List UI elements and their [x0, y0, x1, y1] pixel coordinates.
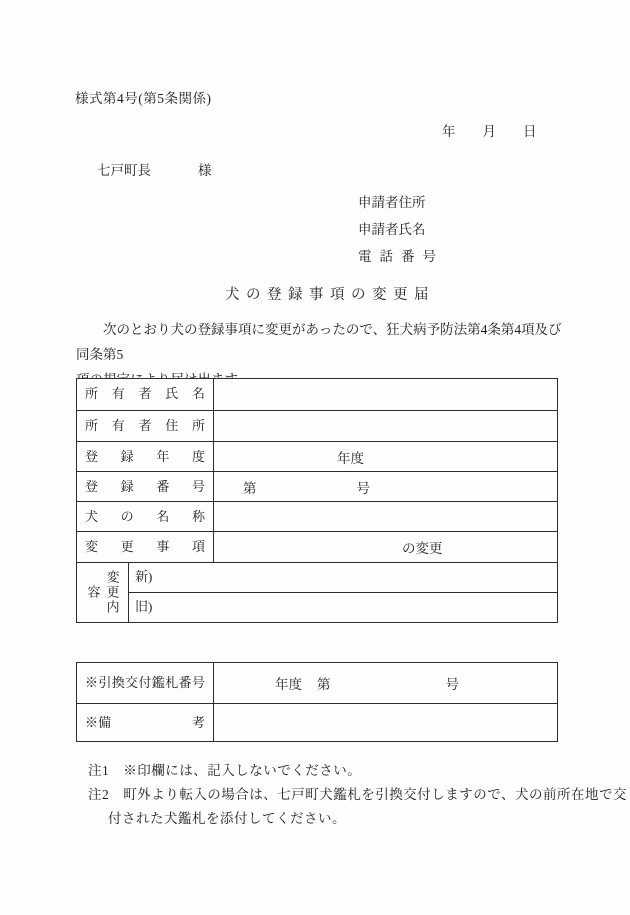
- remarks-field: [214, 704, 557, 741]
- applicant-phone-label: 電 話 番 号: [358, 249, 436, 264]
- addressee-honorific: 様: [198, 163, 212, 178]
- reg-number-prefix: 第: [243, 480, 257, 496]
- reg-number-label: 登 録 番 号: [77, 472, 214, 501]
- change-old-field: [129, 593, 557, 622]
- tag-number-year-unit: 年度: [275, 677, 302, 692]
- applicant-block: [358, 196, 436, 277]
- table-row-reg-number: [77, 471, 557, 501]
- tag-number-label: ※引換交付鑑札番号: [77, 663, 214, 703]
- applicant-address-label: 申請者住所: [358, 195, 426, 210]
- footnote-2-continued: 付された犬鑑札を添付してください。: [108, 811, 346, 826]
- owner-address-field: [214, 411, 557, 441]
- change-item-suffix: の変更: [402, 541, 443, 556]
- form-number: 様式第4号(第5条関係): [75, 91, 212, 106]
- footnote-1: 注1 ※印欄には、記入しないでください。: [88, 763, 362, 778]
- reg-year-unit: 年度: [337, 450, 364, 466]
- reg-number-field: [214, 472, 557, 501]
- owner-name-field: [214, 379, 557, 410]
- change-item-field: [214, 532, 557, 562]
- footnote-2: 注2 町外より転入の場合は、七戸町犬鑑札を引換交付しますので、犬の前所在地で交: [88, 787, 627, 802]
- change-new-field: [129, 563, 557, 593]
- change-detail-label: 変更内容: [77, 563, 129, 622]
- change-old-label: 旧): [135, 598, 153, 614]
- table-row-owner-name: [77, 379, 557, 410]
- change-detail-cells: [129, 563, 557, 622]
- main-table: [76, 378, 558, 623]
- table-row-remarks: [77, 703, 557, 741]
- remarks-label: [77, 704, 214, 741]
- owner-name-label: 所 有 者 氏 名: [77, 379, 214, 410]
- table-row-change-detail: [77, 562, 557, 622]
- remarks-label-right: 考: [191, 715, 205, 730]
- document-title: 犬の登録事項の変更届: [225, 287, 435, 303]
- dog-name-label: 犬 の 名 称: [77, 502, 214, 531]
- reg-year-field: [214, 442, 557, 471]
- tag-number-field: [214, 663, 557, 703]
- owner-address-label: 所 有 者 住 所: [77, 411, 214, 441]
- date-line: 年 月 日: [442, 124, 537, 139]
- body-line-1: 次のとおり犬の登録事項に変更があったので、狂犬病予防法第4条第4項及び同条第5: [76, 322, 562, 362]
- table-row-tag-number: [77, 663, 557, 703]
- reg-number-suffix: 号: [356, 480, 370, 496]
- tag-number-suffix: 号: [445, 677, 459, 692]
- dog-name-field: [214, 502, 557, 531]
- applicant-name-label: 申請者氏名: [358, 222, 426, 237]
- addressee-row: [97, 159, 212, 179]
- table-row-change-item: [77, 531, 557, 562]
- table-row-reg-year: [77, 441, 557, 471]
- tag-number-prefix: 第: [317, 677, 331, 692]
- reg-year-label: 登 録 年 度: [77, 442, 214, 471]
- addressee: 七戸町長: [97, 163, 151, 178]
- office-use-table: [76, 662, 558, 742]
- table-row-dog-name: [77, 501, 557, 531]
- remarks-label-left: ※備: [85, 715, 112, 730]
- change-new-label: 新): [135, 569, 153, 584]
- table-row-owner-address: [77, 410, 557, 441]
- change-item-label: 変 更 事 項: [77, 532, 214, 562]
